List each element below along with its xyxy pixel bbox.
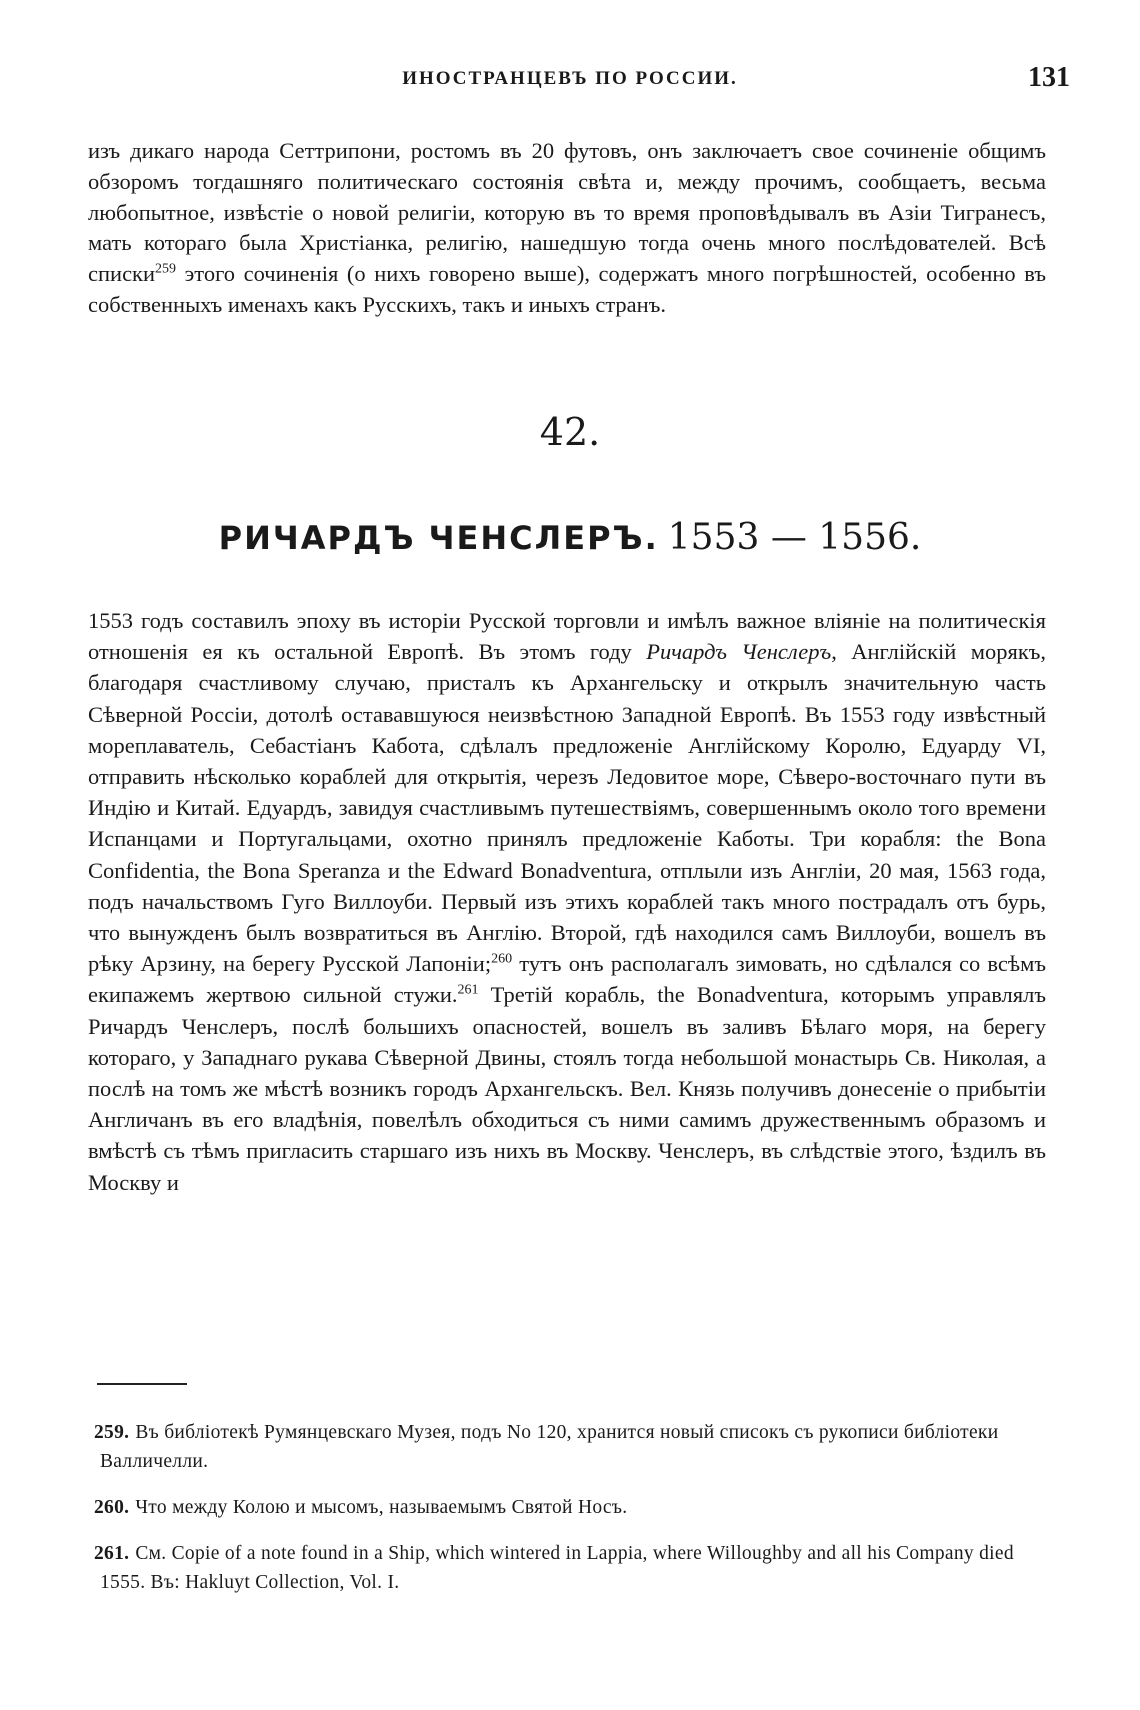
- footnote-259: [70, 1418, 1055, 1476]
- footnote-divider: [97, 1383, 187, 1385]
- main-text-part2: , Англійскій морякъ, благодаря счастливому случаю, присталъ къ Архангельску и открылъ значительную часть Сѣверной Россіи, дотолѣ остававшуюся неизвѣстною Западной Европѣ. Въ 1553 году извѣстный мореплаватель, Себастіанъ Кабота, сдѣлалъ предложеніе Англійскому Королю, Едуарду VI, отправить нѣсколько кораблей для открытія, черезъ Ледовитое море, Сѣверо-восточнаго пути въ Индію и Китай. Едуардъ, завидуя счастливымъ путешествіямъ, совершеннымъ около того времени Испанцами и Португальцами, охотно принялъ предложеніе Каботы. Три корабля: the Bona Confidentia, the Bona Speranza и the Edward Bonadventura, отплыли изъ Англіи, 20 мая, 1563 года, подъ начальствомъ Гуго Виллоуби. Первый изъ этихъ кораблей такъ много пострадалъ отъ бурь, что вынужденъ былъ возвратиться въ Англію. Второй, гдѣ находился самъ Виллоуби, вошелъ въ рѣку Арзину, на берегу Русской Лапоніи;: [88, 639, 1047, 977]
- footnote-ref-260: 260: [491, 951, 513, 967]
- section-title-name: РИЧАРДЪ ЧЕНСЛЕРЪ.: [218, 519, 659, 557]
- footnote-261: [70, 1539, 1055, 1597]
- footnotes: [70, 1418, 1055, 1614]
- section-title-dates: 1553 — 1556.: [667, 517, 922, 558]
- footnote-number: 261.: [94, 1543, 130, 1564]
- footnote-text: См. Copie of a note found in a Ship, which wintered in Lappia, where Willoughby and all his Company died 1555. Въ: Hakluyt Collection, Vol. I.: [100, 1543, 1014, 1593]
- main-text-part3: тутъ онъ располагалъ зимовать, но сдѣлался со всѣмъ екипажемъ жертвою сильной стужи.: [88, 951, 1046, 1008]
- main-text-part1: 1553 годъ составилъ эпоху въ исторіи Русской торговли и имѣлъ важное вліяніе на политическія отношенія ея къ остальной Европѣ. Въ этомъ году: [88, 608, 1046, 665]
- main-paragraph: [88, 605, 1046, 1198]
- footnote-text: Въ библіотекѣ Румянцевскаго Музея, подъ No 120, хранится новый списокъ съ рукописи библіотеки Валличелли.: [100, 1422, 999, 1472]
- section-number: 42.: [539, 410, 601, 454]
- footnote-260: [70, 1493, 1055, 1522]
- footnote-ref-259: 259: [155, 261, 177, 277]
- intro-tail: этого сочиненія (о нихъ говорено выше), содержатъ много погрѣшностей, особенно въ собственныхъ именахъ какъ Русскихъ, такъ и иныхъ странъ.: [88, 261, 1046, 317]
- italic-name: Ричардъ Ченслеръ: [646, 639, 832, 665]
- footnote-number: 259.: [94, 1422, 130, 1443]
- section-title: [0, 516, 1140, 558]
- main-text-part4: Третій корабль, the Bonadventura, которымъ управлялъ Ричардъ Ченслеръ, послѣ большихъ опасностей, вошелъ въ заливъ Бѣлаго моря, на берегу котораго, у Западнаго рукава Сѣверной Двины, стоялъ тогда небольшой монастырь Св. Николая, а послѣ на томъ же мѣстѣ возникъ городъ Архангельскъ. Вел. Князь получивъ донесеніе о прибытіи Англичанъ въ его владѣнія, повелѣлъ обходиться съ ними самимъ дружественнымъ образомъ и вмѣстѣ съ тѣмъ пригласить старшаго изъ нихъ въ Москву. Ченслеръ, въ слѣдствіе этого, ѣздилъ въ Москву и: [88, 982, 1046, 1195]
- running-title: ИНОСТРАНЦЕВЪ ПО РОССИИ.: [402, 68, 738, 89]
- intro-paragraph: [88, 136, 1046, 321]
- footnote-number: 260.: [94, 1497, 130, 1518]
- footnote-text: Что между Колою и мысомъ, называемымъ Святой Носъ.: [135, 1497, 628, 1518]
- page-number: 131: [1028, 62, 1070, 93]
- running-head: [70, 62, 1070, 102]
- intro-text: изъ дикаго народа Сеттрипони, ростомъ въ 20 футовъ, онъ заключаетъ свое сочиненіе общимъ обзоромъ тогдашняго политическаго состоянія свѣта и, между прочимъ, сообщаетъ, весьма любопытное, извѣстіе о новой религіи, которую въ то время проповѣдывалъ въ Азіи Тигранесъ, мать котораго была Христіанка, религію, нашедшую тогда очень много послѣдователей. Всѣ списки: [88, 138, 1046, 287]
- footnote-ref-261: 261: [457, 982, 479, 998]
